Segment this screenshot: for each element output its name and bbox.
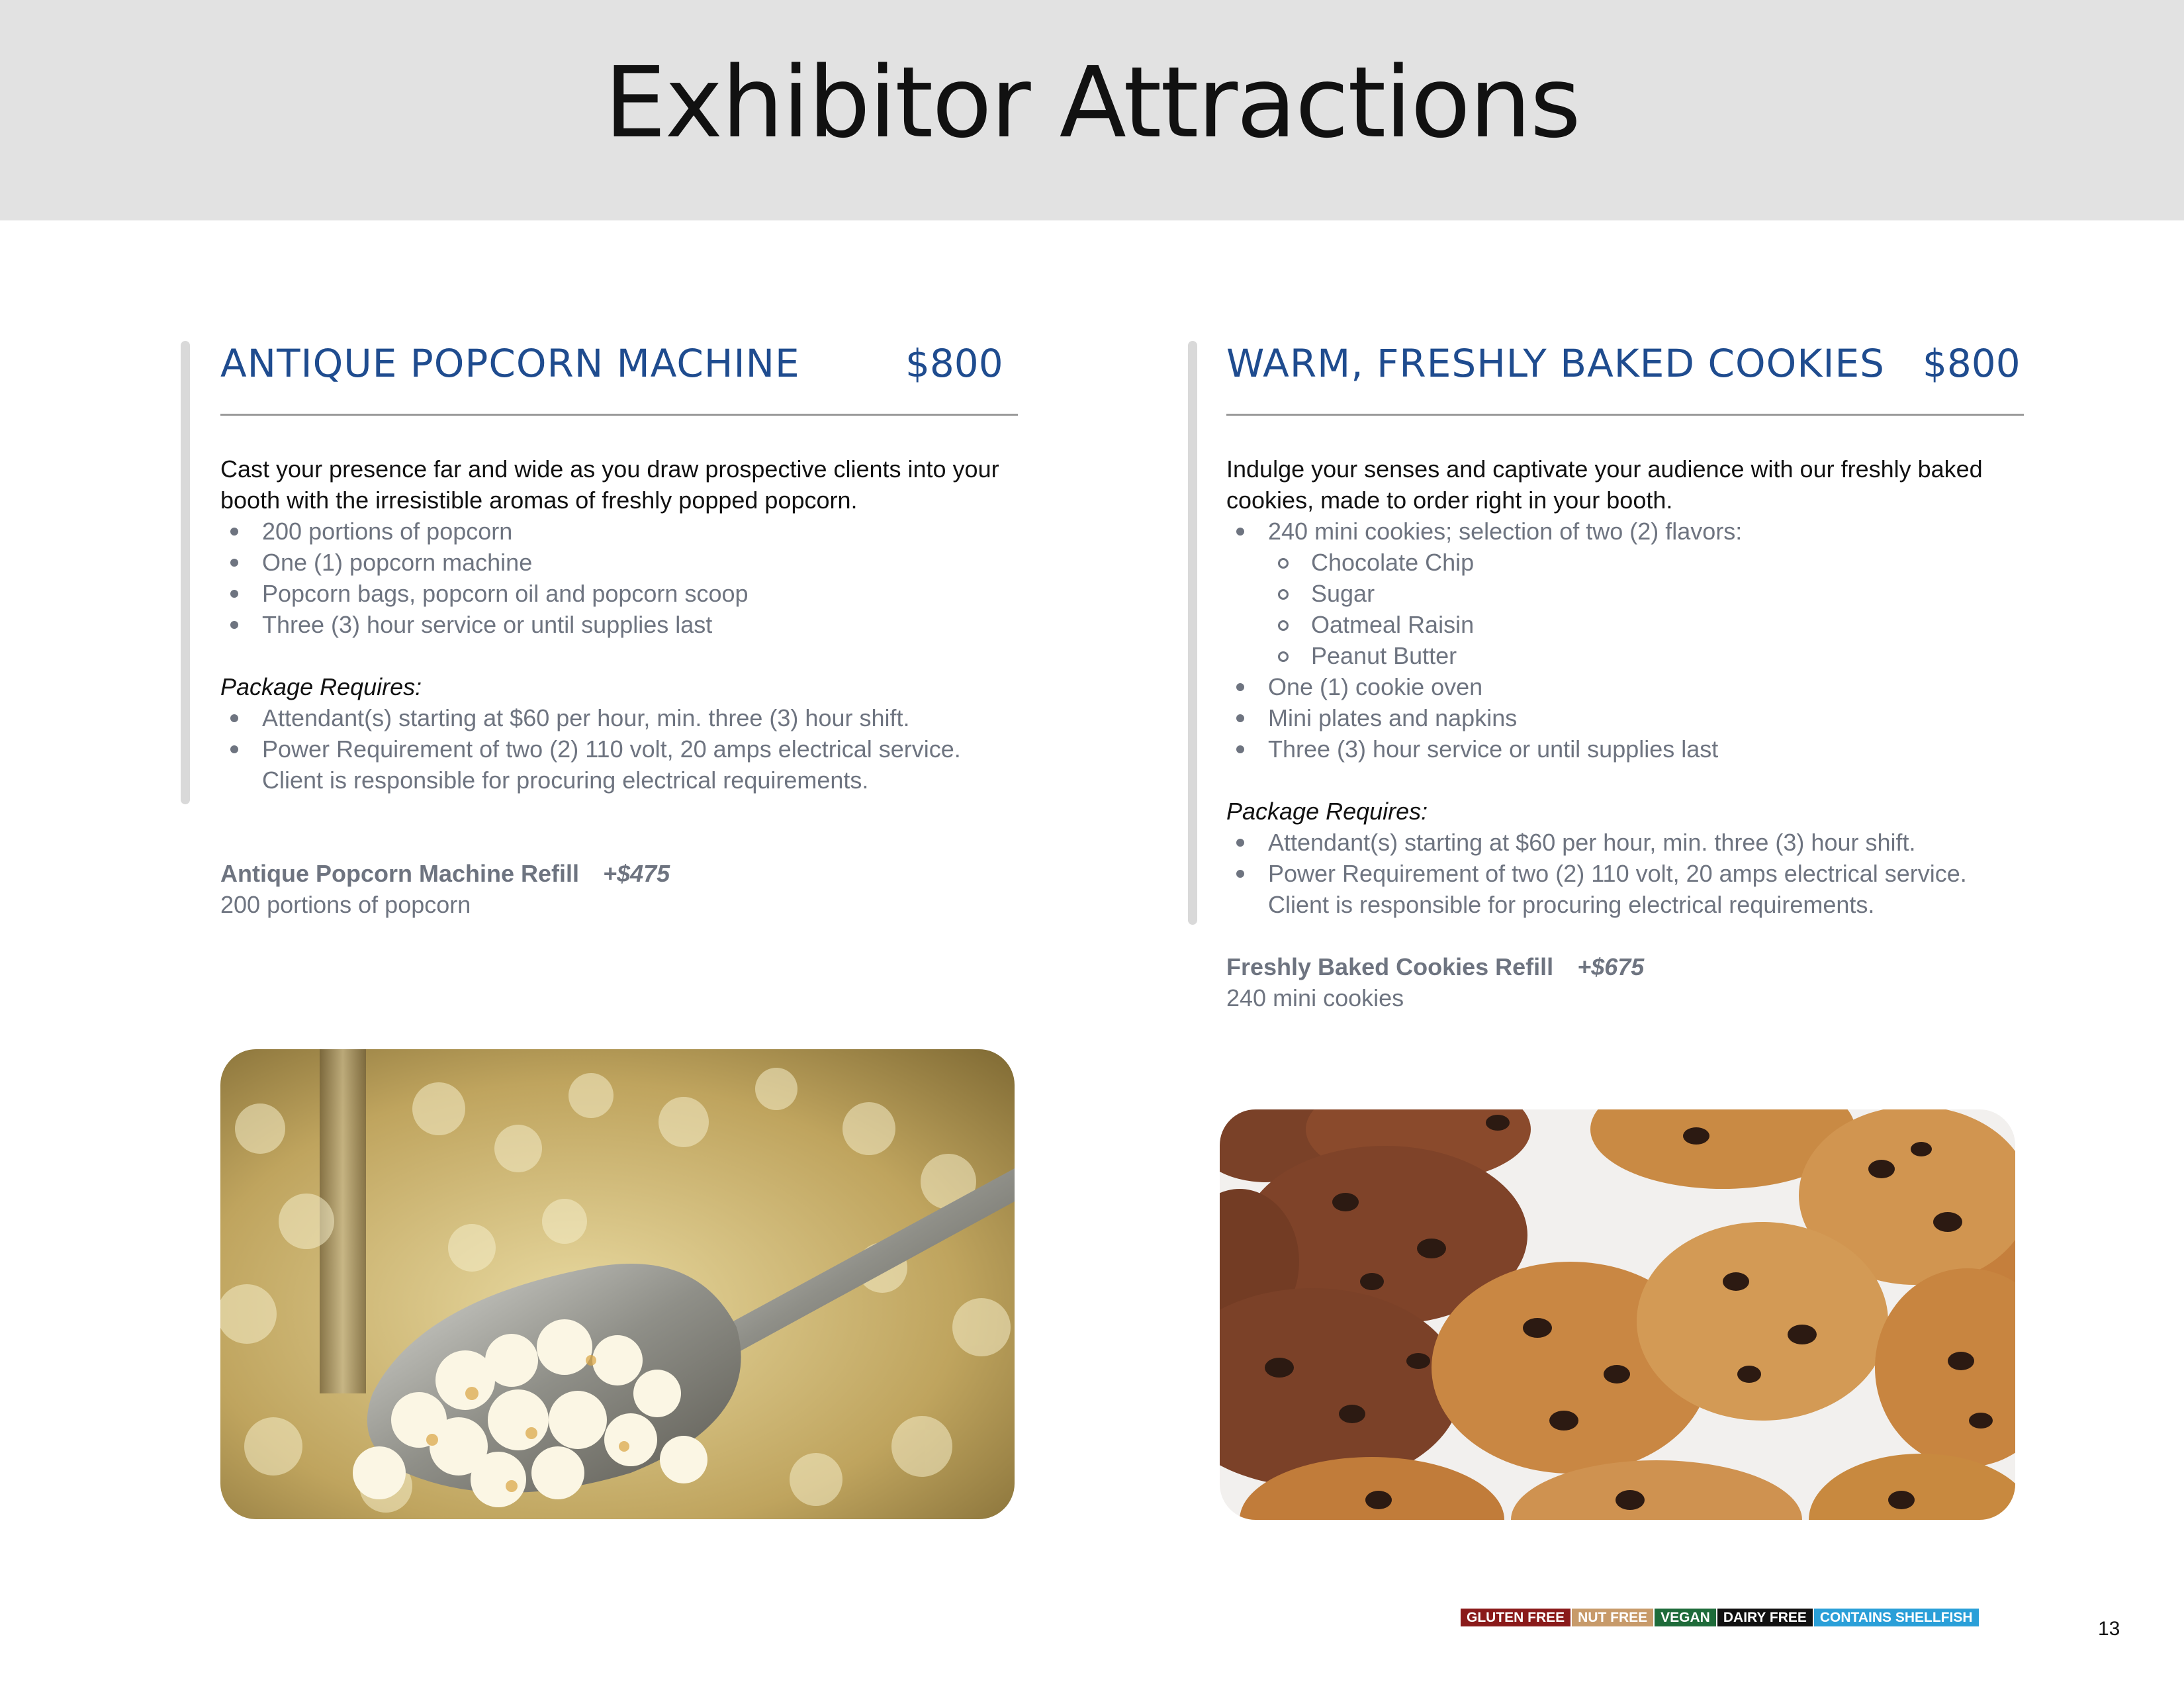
circle-bullet-icon [1278, 651, 1289, 662]
popcorn-refill-price: +$475 [603, 860, 670, 887]
dietary-legend [1461, 1609, 1980, 1626]
cookies-items-list [1226, 516, 2034, 765]
legend-contains-shellfish: CONTAINS SHELLFISH [1814, 1609, 1979, 1626]
legend-gluten-free: GLUTEN FREE [1461, 1609, 1570, 1626]
circle-bullet-icon [1278, 589, 1289, 600]
list-subitem: Chocolate Chip [1226, 547, 2034, 578]
list-item: Attendant(s) starting at $60 per hour, min. three (3) hour shift. [220, 702, 1028, 733]
bullet-icon [1236, 683, 1244, 691]
cookies-divider [1226, 414, 2024, 416]
popcorn-requires-label: Package Requires: [220, 673, 422, 700]
list-item: 240 mini cookies; selection of two (2) flavors: [1226, 516, 2034, 547]
page-title: Exhibitor Attractions [604, 46, 1580, 160]
bullet-icon [1236, 839, 1244, 847]
bullet-icon [230, 745, 238, 753]
list-item: Mini plates and napkins [1226, 702, 2034, 733]
list-item: Popcorn bags, popcorn oil and popcorn scoop [220, 578, 1028, 609]
cookies-content [1226, 341, 2034, 1011]
cookies-heading: WARM, FRESHLY BAKED COOKIES [1226, 341, 1885, 386]
list-subitem: Peanut Butter [1226, 640, 2034, 671]
cookies-body [1226, 453, 2034, 1013]
popcorn-intro: Cast your presence far and wide as you draw prospective clients into your booth with the irresistible aromas of freshly popped popcorn. [220, 455, 999, 514]
cookies-refill-sub: 240 mini cookies [1226, 984, 1404, 1011]
section-accent-bar [181, 341, 190, 804]
legend-dairy-free: DAIRY FREE [1717, 1609, 1813, 1626]
legend-nut-free: NUT FREE [1572, 1609, 1653, 1626]
bullet-icon [1236, 745, 1244, 753]
popcorn-refill-title: Antique Popcorn Machine Refill +$475 [220, 860, 670, 887]
list-subitem: Oatmeal Raisin [1226, 609, 2034, 640]
popcorn-heading: ANTIQUE POPCORN MACHINE [220, 341, 800, 386]
popcorn-items-list [220, 516, 1028, 640]
popcorn-price: $800 [905, 341, 1003, 386]
popcorn-heading-row [220, 341, 1028, 400]
legend-vegan: VEGAN [1655, 1609, 1716, 1626]
bullet-icon [230, 621, 238, 629]
popcorn-requires-list [220, 702, 1028, 796]
bullet-icon [230, 559, 238, 567]
cookies-requires-label: Package Requires: [1226, 798, 1428, 825]
chocolate-chip-cookies-photo [1220, 1109, 2015, 1520]
circle-bullet-icon [1278, 620, 1289, 631]
bullet-icon [1236, 714, 1244, 722]
bullet-icon [1236, 870, 1244, 878]
cookies-refill-title: Freshly Baked Cookies Refill +$675 [1226, 953, 1645, 980]
popcorn-scoop-photo [220, 1049, 1015, 1519]
page-number: 13 [2098, 1618, 2120, 1640]
popcorn-divider [220, 414, 1018, 416]
cookies-intro: Indulge your senses and captivate your audience with our freshly baked cookies, made to order right in your booth. [1226, 455, 1983, 514]
list-item: Attendant(s) starting at $60 per hour, min. three (3) hour shift. [1226, 827, 2034, 858]
popcorn-content [220, 341, 1028, 918]
circle-bullet-icon [1278, 558, 1289, 569]
list-item: Power Requirement of two (2) 110 volt, 20 amps electrical service. Client is responsible for procuring electrical requirements. [1226, 858, 1996, 920]
list-item: 200 portions of popcorn [220, 516, 1028, 547]
list-item: Three (3) hour service or until supplies last [220, 609, 1028, 640]
section-accent-bar [1188, 341, 1197, 925]
bullet-icon [230, 528, 238, 536]
bullet-icon [1236, 528, 1244, 536]
list-item: Power Requirement of two (2) 110 volt, 20 amps electrical service. Client is responsible for procuring electrical requirements. [220, 733, 990, 796]
list-subitem: Sugar [1226, 578, 2034, 609]
popcorn-refill-sub: 200 portions of popcorn [220, 891, 471, 918]
list-item: One (1) popcorn machine [220, 547, 1028, 578]
list-item: Three (3) hour service or until supplies last [1226, 733, 2034, 765]
popcorn-body [220, 453, 1028, 920]
bullet-icon [230, 714, 238, 722]
cookies-requires-list [1226, 827, 2034, 920]
bullet-icon [230, 590, 238, 598]
cookies-heading-row [1226, 341, 2034, 400]
cookies-refill-price: +$675 [1577, 953, 1645, 980]
cookies-price: $800 [1923, 341, 2021, 386]
list-item: One (1) cookie oven [1226, 671, 2034, 702]
